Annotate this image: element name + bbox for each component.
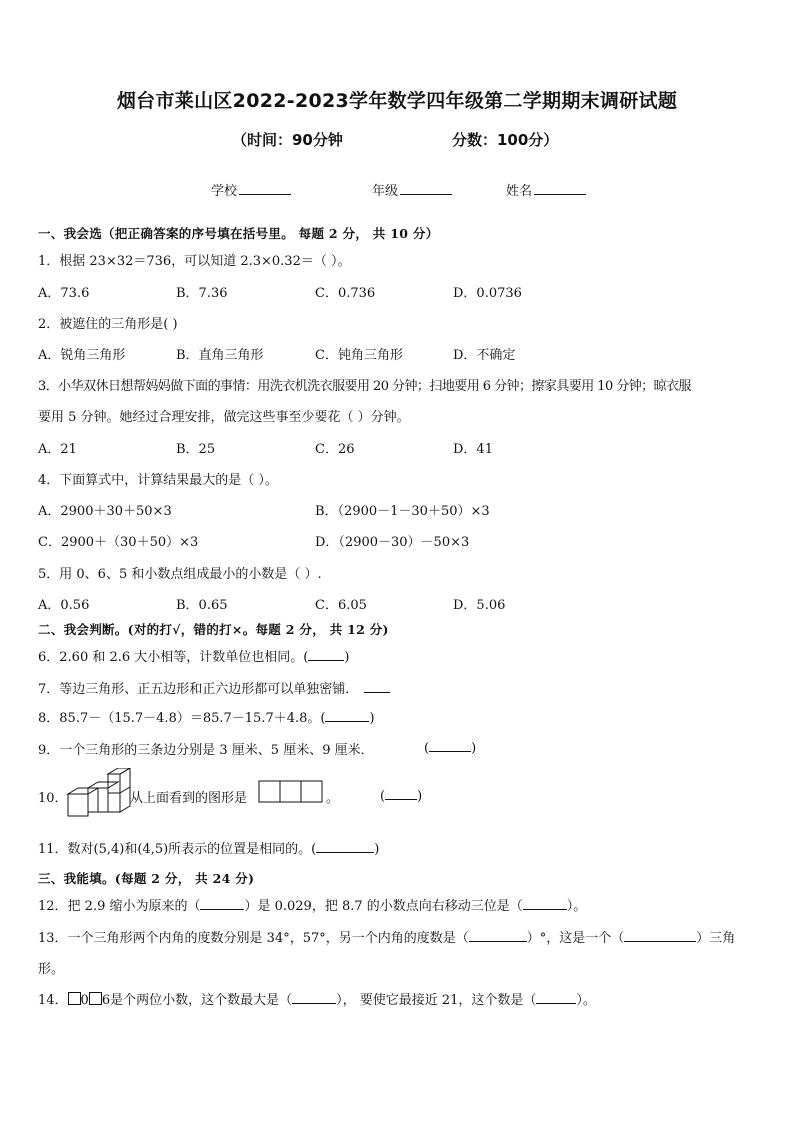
q1-option-a[interactable]: A．73.6 — [38, 286, 90, 301]
question-3-line2: 要用 5 分钟。她经过合理安排，做完这些事至少要花（ ）分钟。 — [38, 410, 410, 425]
q1-option-d[interactable]: D．0.0736 — [453, 286, 522, 301]
exam-score: 分数：100分） — [452, 131, 559, 149]
grade-blank[interactable] — [400, 182, 452, 195]
q10-end: 。 — [326, 791, 340, 806]
q12-blank-2[interactable] — [523, 897, 567, 910]
q10-open: ( — [380, 789, 386, 804]
q2-option-b[interactable]: B．直角三角形 — [176, 348, 264, 363]
school-blank[interactable] — [239, 182, 291, 195]
q14-box-2[interactable] — [89, 992, 102, 1005]
question-9: 9．一个三角形的三条边分别是 3 厘米、5 厘米、9 厘米． — [38, 743, 374, 758]
q3-option-a[interactable]: A．21 — [38, 442, 77, 457]
cube-left-front — [68, 794, 88, 816]
name-blank[interactable] — [534, 182, 586, 195]
question-3-line1: 3．小华双休日想帮妈妈做下面的事情：用洗衣机洗衣服要用 20 分钟；扫地要用 6 分钟；擦家具要用 10 分钟；晾衣服 — [38, 379, 691, 394]
q13-blank-1[interactable] — [469, 929, 527, 942]
top-view-figure — [258, 780, 324, 804]
question-1: 1．根据 23×32＝736，可以知道 2.3×0.32＝（ ）。 — [38, 254, 351, 269]
q2-option-c[interactable]: C．钝角三角形 — [315, 348, 403, 363]
question-8 — [38, 707, 375, 726]
q14-part3: ）， 要使它最接近 21，这个数是（ — [336, 993, 537, 1008]
q4-option-b[interactable]: B．（2900－1－30＋50）×3 — [315, 504, 490, 519]
q5-option-d[interactable]: D．5.06 — [453, 598, 506, 613]
q3-option-b[interactable]: B．25 — [176, 442, 216, 457]
q12-part1: 12．把 2.9 缩小为原来的（ — [38, 899, 201, 914]
q7-answer-blank[interactable] — [364, 680, 390, 693]
q12-part3: ）。 — [566, 899, 587, 914]
page-title: 烟台市莱山区2022-2023学年数学四年级第二学期期末调研试题 — [116, 90, 678, 112]
q10-answer-blank[interactable] — [385, 787, 417, 800]
q10-answer — [380, 787, 422, 804]
cube-middle-top — [88, 782, 118, 788]
q6-text: 6．2.60 和 2.6 大小相等，计数单位也相同。( — [38, 650, 309, 665]
q9-open: ( — [424, 741, 430, 756]
q14-digit: 0 — [80, 993, 89, 1008]
q12-blank-1[interactable] — [200, 897, 244, 910]
q3-option-c[interactable]: C．26 — [315, 442, 355, 457]
q14-part2: 6是个两位小数，这个数最大是（ — [101, 993, 293, 1008]
q14-part4: ）。 — [576, 993, 596, 1008]
q11-text: 11．数对(5,4)和(4,5)所表示的位置是相同的。( — [38, 842, 317, 857]
name-label: 姓名 — [506, 184, 533, 199]
cube-stack-figure — [66, 768, 132, 818]
q5-option-b[interactable]: B．0.65 — [176, 598, 228, 613]
q5-option-a[interactable]: A．0.56 — [38, 598, 90, 613]
q8-close: ) — [369, 711, 375, 726]
school-field[interactable] — [211, 180, 291, 199]
exam-time: （时间：90分钟 — [232, 131, 343, 149]
q9-answer-blank[interactable] — [429, 739, 471, 752]
question-12 — [38, 895, 586, 914]
q2-option-d[interactable]: D．不确定 — [453, 348, 516, 363]
q4-option-a[interactable]: A．2900＋30＋50×3 — [38, 504, 172, 519]
q10-text: 从上面看到的图形是 — [130, 791, 248, 806]
grade-label: 年级 — [372, 184, 399, 199]
section2-heading: 二、我会判断。(对的打√，错的打×。每题 2 分， 共 12 分) — [38, 622, 389, 637]
name-field[interactable] — [506, 180, 586, 199]
question-10-number: 10． — [38, 791, 68, 806]
question-6 — [38, 646, 349, 665]
q4-option-c[interactable]: C．2900＋（30＋50）×3 — [38, 535, 199, 550]
q13-blank-2[interactable] — [624, 929, 696, 942]
question-5: 5．用 0、6、5 和小数点组成最小的小数是（ ）. — [38, 567, 322, 582]
question-11 — [38, 838, 379, 857]
section1-heading: 一、我会选（把正确答案的序号填在括号里。 每题 2 分， 共 10 分） — [38, 226, 439, 241]
question-2: 2．被遮住的三角形是( ) — [38, 317, 178, 332]
q7-text: 7．等边三角形、正五边形和正六边形都可以单独密铺． — [38, 682, 359, 697]
q11-close: ) — [374, 842, 380, 857]
q11-answer-blank[interactable] — [316, 840, 374, 853]
q9-answer — [424, 739, 476, 756]
q6-close: ) — [344, 650, 350, 665]
q14-box-1[interactable] — [68, 992, 81, 1005]
q9-close: ) — [471, 741, 477, 756]
q12-part2: ）是 0.029，把 8.7 的小数点向右移动三位是（ — [244, 899, 523, 914]
question-14 — [38, 989, 596, 1008]
section3-heading: 三、我能填。(每题 2 分， 共 24 分) — [38, 871, 255, 886]
question-13-line2: 形。 — [38, 962, 65, 977]
q3-option-d[interactable]: D．41 — [453, 442, 493, 457]
question-4: 4．下面算式中，计算结果最大的是（ ）。 — [38, 473, 278, 488]
q14-number: 14． — [38, 993, 68, 1008]
q10-close: ) — [417, 789, 423, 804]
question-13-line1 — [38, 927, 735, 946]
question-7 — [38, 678, 390, 697]
q13-part2: ）°，这是一个（ — [526, 931, 625, 946]
q6-answer-blank[interactable] — [308, 648, 344, 661]
q8-text: 8．85.7－（15.7－4.8）＝85.7－15.7＋4.8。( — [38, 711, 326, 726]
q4-option-d[interactable]: D．（2900－30）－50×3 — [315, 535, 470, 550]
q1-option-c[interactable]: C．0.736 — [315, 286, 376, 301]
q13-part1: 13．一个三角形两个内角的度数分别是 34°，57°，另一个内角的度数是（ — [38, 931, 469, 946]
q1-option-b[interactable]: B．7.36 — [176, 286, 228, 301]
q8-answer-blank[interactable] — [325, 709, 369, 722]
school-label: 学校 — [211, 184, 238, 199]
q5-option-c[interactable]: C．6.05 — [315, 598, 367, 613]
q14-blank-2[interactable] — [536, 991, 576, 1004]
q2-option-a[interactable]: A．锐角三角形 — [38, 348, 126, 363]
q13-part3: ）三角 — [696, 931, 736, 946]
cube-left-top — [68, 788, 98, 794]
q14-blank-1[interactable] — [292, 991, 336, 1004]
grade-field[interactable] — [372, 180, 452, 199]
cube-top-face — [108, 768, 130, 774]
